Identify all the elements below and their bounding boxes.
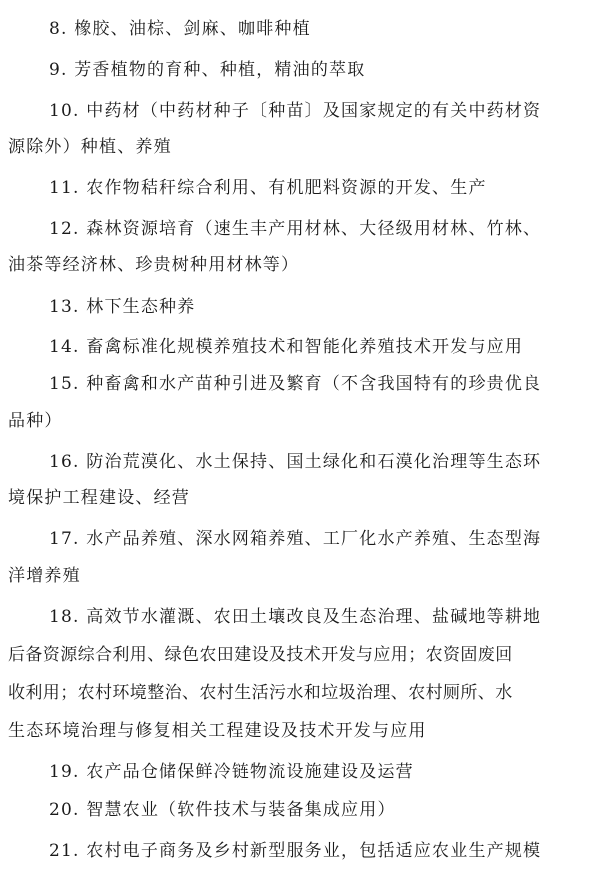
list-item-10: 10. 中药材（中药材种子〔种苗〕及国家规定的有关中药材资 — [49, 101, 542, 121]
list-item-15: 15. 种畜禽和水产苗种引进及繁育（不含我国特有的珍贵优良 — [49, 374, 542, 394]
list-item-17-continued: 洋增养殖 — [8, 566, 81, 586]
list-item-8: 8. 橡胶、油棕、剑麻、咖啡种植 — [49, 19, 311, 39]
list-item-9: 9. 芳香植物的育种、种植，精油的萃取 — [49, 60, 366, 80]
list-item-15-continued: 品种） — [8, 411, 63, 431]
list-item-17: 17. 水产品养殖、深水网箱养殖、工厂化水产养殖、生态型海 — [49, 529, 542, 549]
list-item-14: 14. 畜禽标准化规模养殖技术和智能化养殖技术开发与应用 — [49, 337, 524, 357]
list-item-20: 20. 智慧农业（软件技术与装备集成应用） — [49, 800, 396, 820]
list-item-11: 11. 农作物秸秆综合利用、有机肥料资源的开发、生产 — [49, 178, 487, 198]
list-item-12: 12. 森林资源培育（速生丰产用材林、大径级用材林、竹林、 — [49, 219, 542, 239]
list-item-12-continued: 油茶等经济林、珍贵树种用材林等） — [8, 255, 300, 275]
list-item-18-continued-3: 生态环境治理与修复相关工程建设及技术开发与应用 — [8, 721, 427, 741]
list-item-16: 16. 防治荒漠化、水土保持、国土绿化和石漠化治理等生态环 — [49, 452, 542, 472]
list-item-18: 18. 高效节水灌溉、农田土壤改良及生态治理、盐碱地等耕地 — [49, 607, 542, 627]
list-item-16-continued: 境保护工程建设、经营 — [8, 488, 190, 508]
list-item-13: 13. 林下生态种养 — [49, 297, 196, 317]
list-item-18-continued-2: 收利用；农村环境整治、农村生活污水和垃圾治理、农村厕所、水 — [8, 683, 513, 703]
list-item-19: 19. 农产品仓储保鲜冷链物流设施建设及运营 — [49, 762, 414, 782]
list-item-21: 21. 农村电子商务及乡村新型服务业，包括适应农业生产规模 — [49, 841, 542, 861]
list-item-10-continued: 源除外）种植、养殖 — [8, 137, 172, 157]
list-item-18-continued-1: 后备资源综合利用、绿色农田建设及技术开发与应用；农资固废回 — [8, 645, 513, 665]
